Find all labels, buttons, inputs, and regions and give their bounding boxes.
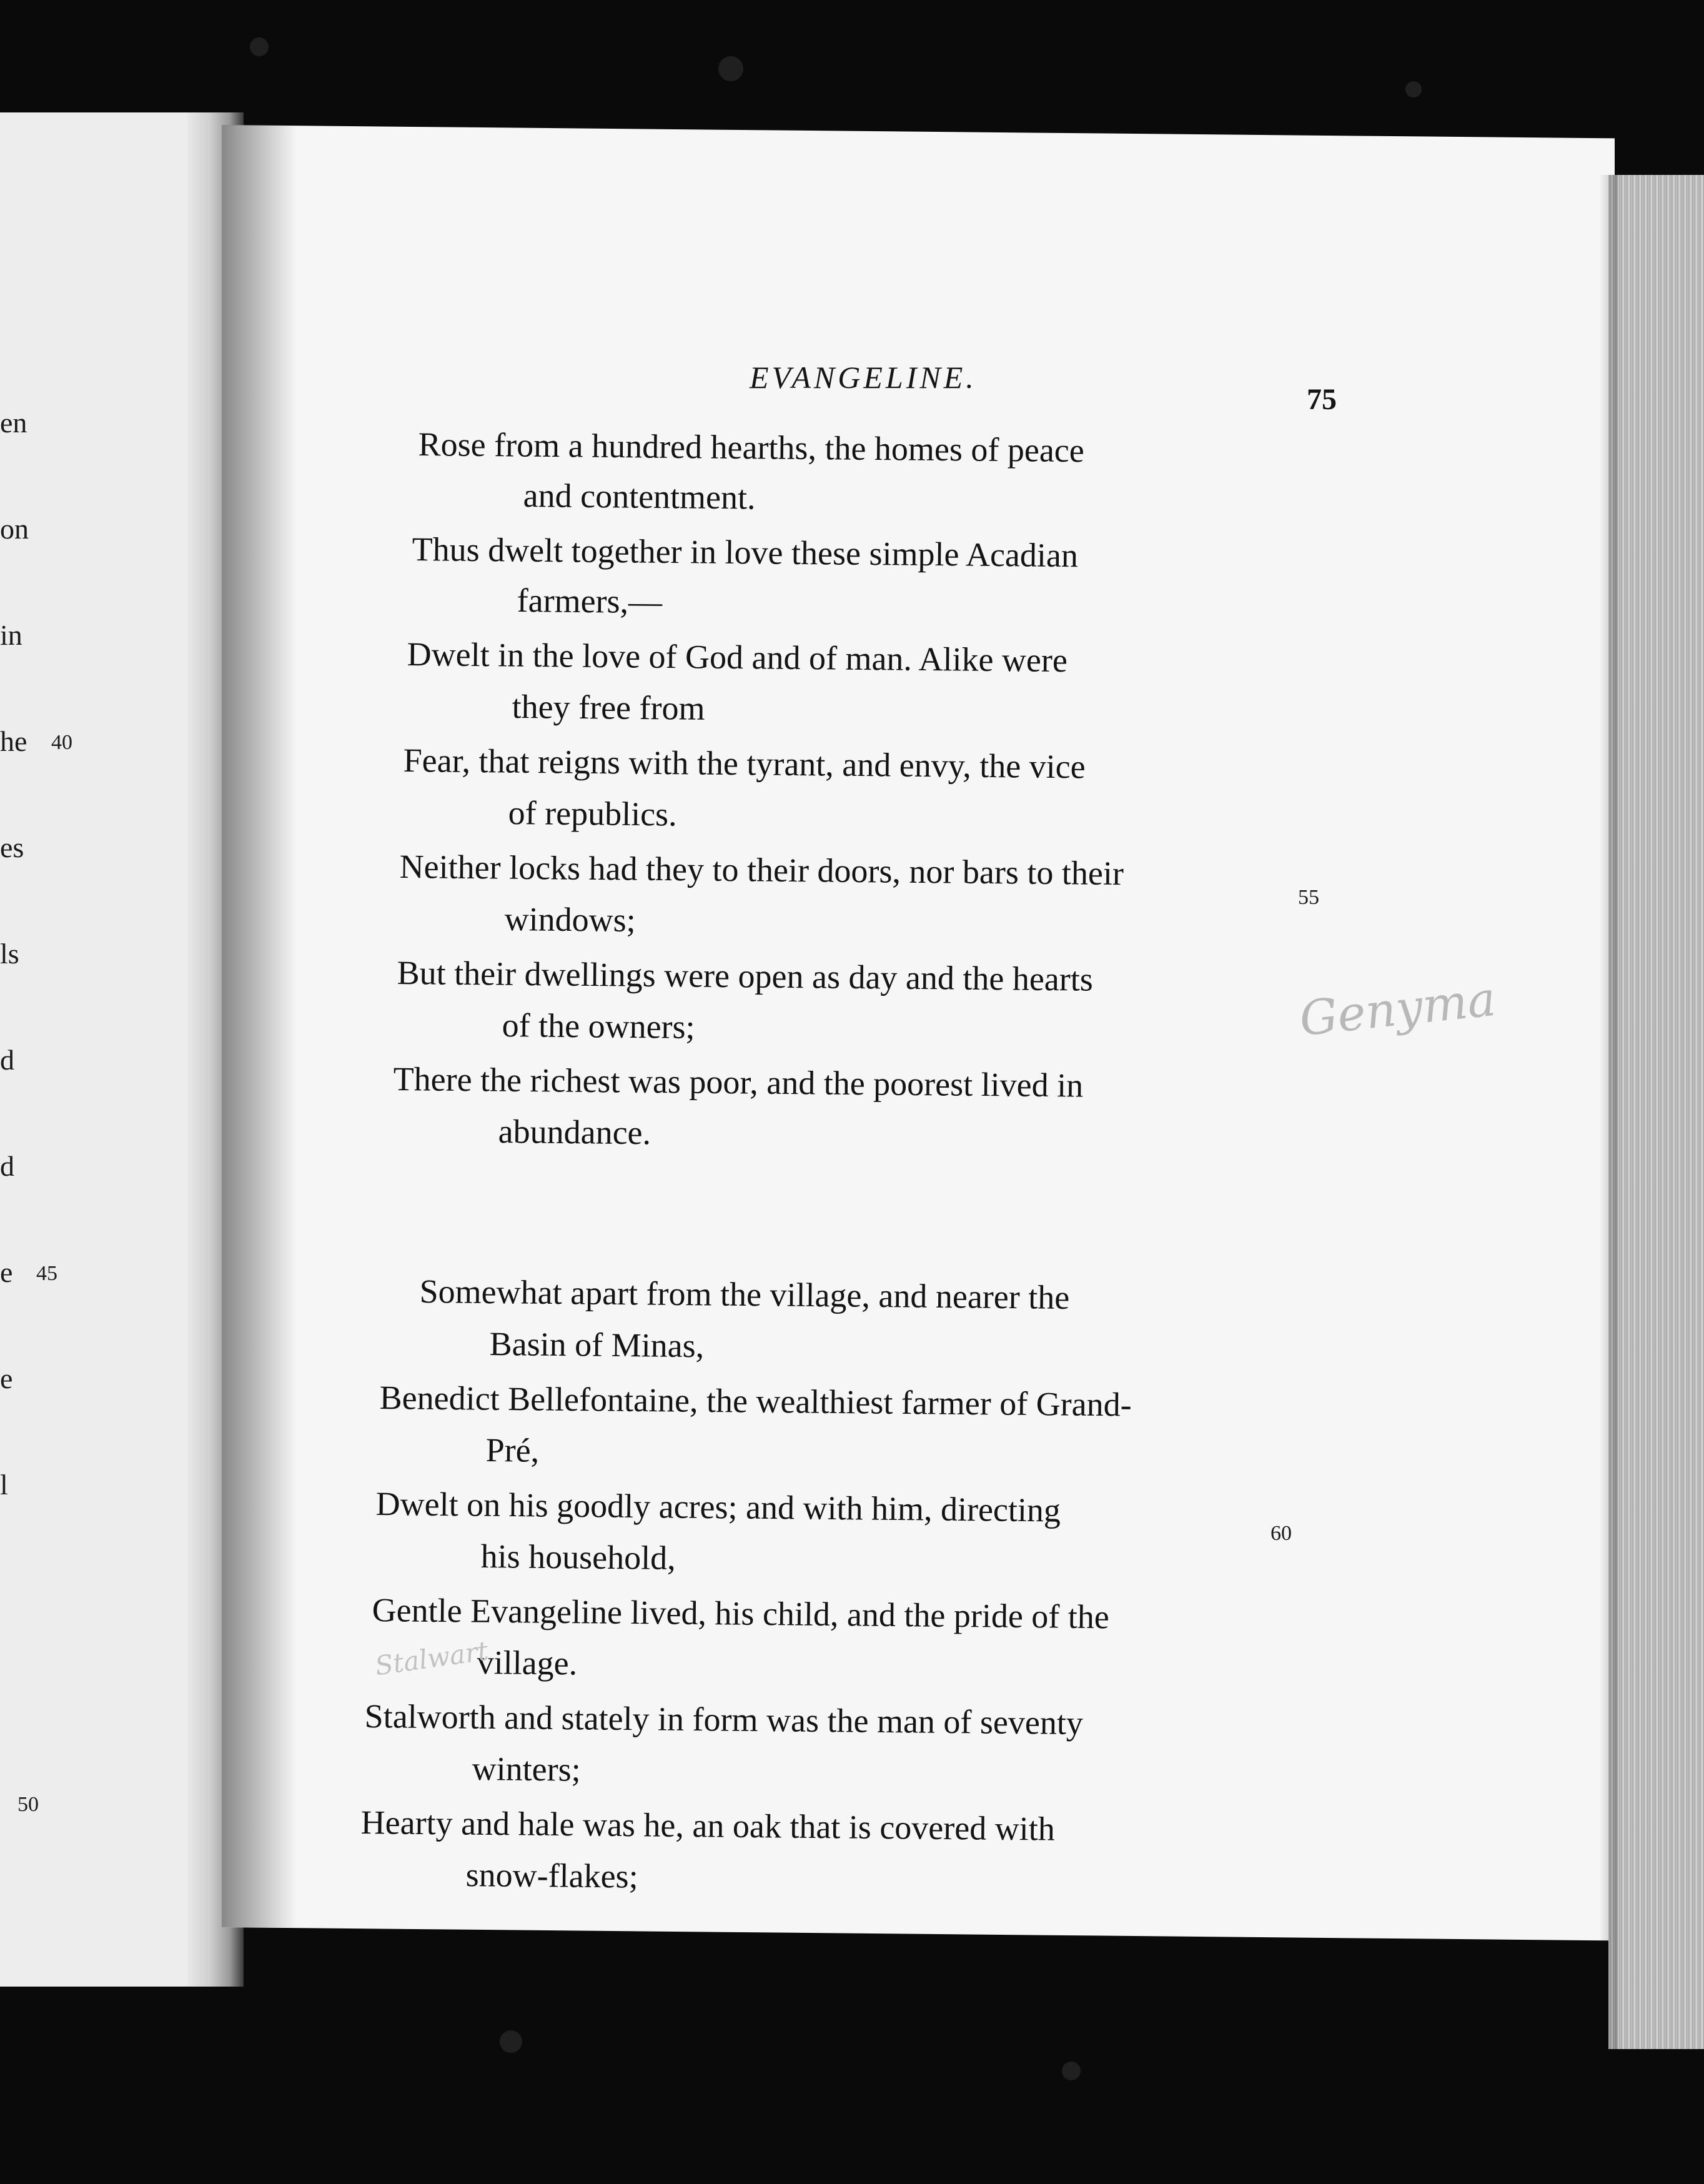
verse-continuation: village.	[477, 1644, 578, 1682]
speck	[500, 2030, 522, 2053]
verse-line: Stalworth and stately in form was the man of seventy	[364, 1697, 1084, 1742]
line-number: 55	[1298, 886, 1319, 909]
left-line-fragment: in	[0, 619, 22, 651]
left-line-fragment: d	[0, 1150, 14, 1182]
verse-continuation: they free from	[512, 688, 705, 727]
speck	[250, 37, 269, 56]
verse-line: Dwelt on his goodly acres; and with him, directing	[375, 1485, 1061, 1529]
page-number: 75	[1307, 383, 1337, 416]
verse-continuation: snow-flakes;	[465, 1856, 638, 1895]
left-line-fragment: es	[0, 831, 24, 863]
verse-line: But their dwellings were open as day and the hearts	[397, 954, 1094, 998]
left-line-fragment: on	[0, 513, 29, 545]
verse-continuation: winters;	[472, 1750, 581, 1789]
left-line-fragment: ls	[0, 938, 19, 970]
verse-continuation: of the owners;	[502, 1006, 695, 1046]
verse-continuation: of republics.	[508, 794, 677, 833]
fore-edge-shadow	[1599, 175, 1618, 2049]
left-line-fragment: en	[0, 407, 27, 439]
verse-line: Benedict Bellefontaine, the wealthiest farmer of Grand-	[379, 1379, 1132, 1424]
left-line-fragment: l	[0, 1469, 8, 1501]
verse-line: Dwelt in the love of God and of man. Alike were	[407, 635, 1068, 680]
left-line-fragment: e	[0, 1256, 13, 1288]
verse-line: Hearty and hale was he, an oak that is covered with	[360, 1804, 1056, 1848]
line-number: 60	[1271, 1522, 1292, 1545]
verse-line: Rose from a hundred hearths, the homes of peace	[418, 425, 1085, 470]
speck	[1062, 2062, 1081, 2080]
verse-line: Thus dwelt together in love these simple Acadian	[412, 530, 1079, 575]
left-line-number: 45	[36, 1262, 57, 1285]
left-line-number: 50	[17, 1793, 39, 1816]
pencil-margin-note: Genyma	[1297, 970, 1498, 1047]
verse-continuation: farmers,—	[517, 581, 663, 621]
verse-continuation: his household,	[480, 1537, 676, 1577]
verse-continuation: and contentment.	[523, 476, 756, 517]
left-line-fragment: he	[0, 725, 27, 757]
book-fore-edge	[1608, 175, 1704, 2049]
left-line-fragment: d	[0, 1044, 14, 1076]
verse-continuation: abundance.	[498, 1113, 651, 1152]
pencil-inline-note: Stalwart	[373, 1635, 490, 1682]
verse-line: Somewhat apart from the village, and nearer the	[419, 1273, 1070, 1316]
left-line-number: 40	[51, 731, 72, 754]
speck	[718, 56, 743, 81]
verse-continuation: Pré,	[485, 1431, 540, 1469]
verse-continuation: Basin of Minas,	[489, 1325, 705, 1365]
speck	[1405, 81, 1422, 97]
page-inner-shadow	[222, 125, 297, 1927]
verse-continuation: windows;	[504, 900, 636, 940]
running-head: EVANGELINE.	[750, 360, 977, 395]
left-line-fragment: e	[0, 1363, 13, 1394]
verse-line: Neither locks had they to their doors, nor bars to their	[399, 848, 1124, 893]
verse-line: Gentle Evangeline lived, his child, and the pride of the	[372, 1591, 1110, 1636]
verse-line: There the richest was poor, and the poorest lived in	[393, 1060, 1084, 1104]
verse-line: Fear, that reigns with the tyrant, and envy, the vice	[403, 742, 1086, 786]
